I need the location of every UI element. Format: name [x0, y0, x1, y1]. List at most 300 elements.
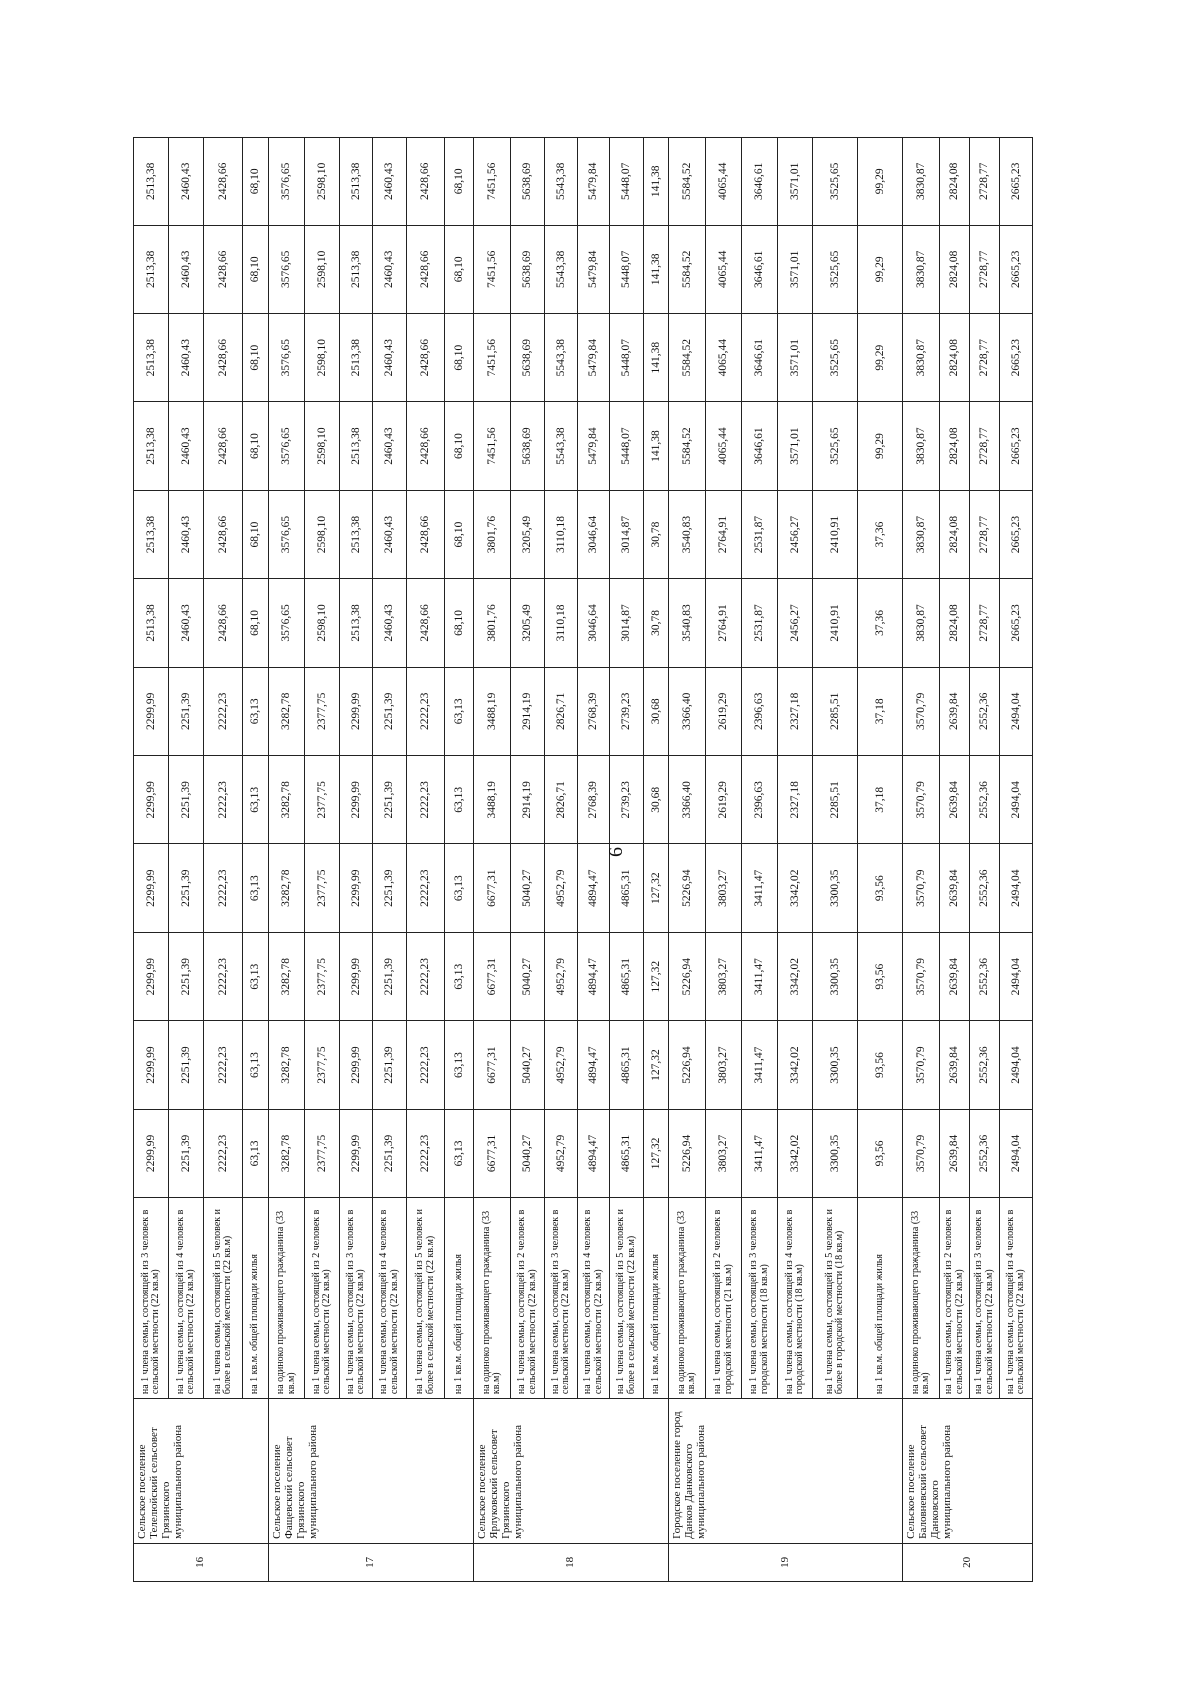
category-label: на 1 члена семьи, состоящей из 3 человек в сельской местности (22 кв.м) [545, 1198, 578, 1399]
value-cell: 2665,23 [1000, 138, 1033, 226]
value-cell: 3282,78 [269, 1109, 305, 1197]
value-cell: 4065,44 [706, 313, 742, 401]
value-cell: 3282,78 [269, 667, 305, 755]
value-cell: 3570,79 [903, 667, 940, 755]
value-cell: 2460,43 [373, 490, 407, 578]
table-row [243, 138, 269, 1582]
value-cell: 93,56 [858, 932, 903, 1020]
value-cell: 3830,87 [903, 579, 940, 667]
value-cell: 4952,79 [545, 1021, 578, 1109]
row-number: 18 [474, 1543, 669, 1581]
value-cell: 2824,08 [940, 490, 970, 578]
value-cell: 2598,10 [305, 138, 340, 226]
value-cell: 3411,47 [742, 1021, 778, 1109]
value-cell: 2377,75 [305, 1021, 340, 1109]
value-cell: 2598,10 [305, 225, 340, 313]
category-label: на 1 члена семьи, состоящей из 5 человек и более в городской местности (18 кв.м) [813, 1198, 858, 1399]
value-cell: 4065,44 [706, 225, 742, 313]
value-cell: 63,13 [243, 932, 269, 1020]
value-cell: 2619,29 [706, 756, 742, 844]
table-row [813, 138, 858, 1582]
value-cell: 2428,66 [407, 490, 445, 578]
value-cell: 3366,40 [669, 756, 706, 844]
value-cell: 4894,47 [578, 1021, 610, 1109]
table-row [407, 138, 445, 1582]
value-cell: 63,13 [445, 756, 474, 844]
value-cell: 5638,69 [511, 402, 545, 490]
value-cell: 2639,84 [940, 1021, 970, 1109]
settlement-name: Сельское поселение Фащевский сельсовет Грязинского муниципального района [269, 1399, 474, 1544]
value-cell: 2428,66 [407, 402, 445, 490]
value-cell: 99,29 [858, 402, 903, 490]
value-cell: 2552,36 [970, 1021, 1000, 1109]
value-cell: 3411,47 [742, 1109, 778, 1197]
value-cell: 3342,02 [778, 1021, 813, 1109]
value-cell: 5543,38 [545, 225, 578, 313]
category-label: на 1 члена семьи, состоящей из 2 человек в городской местности (21 кв.м) [706, 1198, 742, 1399]
value-cell: 2494,04 [1000, 932, 1033, 1020]
value-cell: 2285,51 [813, 667, 858, 755]
value-cell: 5584,52 [669, 402, 706, 490]
value-cell: 3046,64 [578, 490, 610, 578]
value-cell: 63,13 [445, 667, 474, 755]
value-cell: 7451,56 [474, 313, 511, 401]
value-cell: 3282,78 [269, 932, 305, 1020]
value-cell: 2251,39 [169, 1109, 204, 1197]
value-cell: 2251,39 [373, 756, 407, 844]
value-cell: 2598,10 [305, 402, 340, 490]
value-cell: 2728,77 [970, 579, 1000, 667]
value-cell: 2460,43 [169, 579, 204, 667]
value-cell: 3576,65 [269, 490, 305, 578]
value-cell: 2768,39 [578, 756, 610, 844]
value-cell: 3830,87 [903, 402, 940, 490]
value-cell: 2739,23 [610, 667, 644, 755]
value-cell: 63,13 [243, 1021, 269, 1109]
value-cell: 68,10 [243, 313, 269, 401]
value-cell: 4865,31 [610, 1109, 644, 1197]
value-cell: 68,10 [445, 579, 474, 667]
settlement-name: Сельское поселение Баловневский сельсовет Данковского муниципального района [903, 1399, 1033, 1544]
value-cell: 2396,63 [742, 756, 778, 844]
category-label: на 1 члена семьи, состоящей из 5 человек и более в сельской местности (22 кв.м) [204, 1198, 243, 1399]
value-cell: 2460,43 [169, 225, 204, 313]
value-cell: 63,13 [445, 1109, 474, 1197]
value-cell: 3488,19 [474, 756, 511, 844]
value-cell: 2460,43 [373, 313, 407, 401]
settlement-name: Сельское поселение Ярлуковский сельсовет Грязинского муниципального района [474, 1399, 669, 1544]
value-cell: 141,38 [644, 402, 669, 490]
value-cell: 3570,79 [903, 844, 940, 932]
value-cell: 7451,56 [474, 225, 511, 313]
value-cell: 2619,29 [706, 667, 742, 755]
value-cell: 2513,38 [134, 402, 169, 490]
value-cell: 4894,47 [578, 844, 610, 932]
value-cell: 3576,65 [269, 579, 305, 667]
value-cell: 4865,31 [610, 1021, 644, 1109]
value-cell: 5638,69 [511, 225, 545, 313]
row-number: 20 [903, 1543, 1033, 1581]
rates-table [133, 137, 1033, 1582]
value-cell: 5584,52 [669, 138, 706, 226]
value-cell: 2531,87 [742, 579, 778, 667]
value-cell: 2428,66 [407, 225, 445, 313]
value-cell: 3342,02 [778, 844, 813, 932]
value-cell: 2513,38 [340, 225, 373, 313]
value-cell: 2665,23 [1000, 402, 1033, 490]
value-cell: 2428,66 [204, 225, 243, 313]
value-cell: 5584,52 [669, 225, 706, 313]
value-cell: 3570,79 [903, 1021, 940, 1109]
category-label: на 1 члена семьи, состоящей из 3 человек в сельской местности (22 кв.м) [134, 1198, 169, 1399]
category-label: на 1 члена семьи, состоящей из 3 человек в городской местности (18 кв.м) [742, 1198, 778, 1399]
value-cell: 2251,39 [373, 844, 407, 932]
value-cell: 68,10 [445, 313, 474, 401]
value-cell: 2377,75 [305, 667, 340, 755]
value-cell: 2299,99 [134, 756, 169, 844]
value-cell: 63,13 [445, 1021, 474, 1109]
value-cell: 2410,91 [813, 579, 858, 667]
category-label: на 1 кв.м. общей площади жилья [243, 1198, 269, 1399]
value-cell: 2639,84 [940, 1109, 970, 1197]
value-cell: 2299,99 [340, 1021, 373, 1109]
value-cell: 2824,08 [940, 313, 970, 401]
value-cell: 2222,23 [407, 756, 445, 844]
value-cell: 63,13 [243, 844, 269, 932]
table-row [169, 138, 204, 1582]
value-cell: 2460,43 [373, 579, 407, 667]
value-cell: 2327,18 [778, 667, 813, 755]
value-cell: 2826,71 [545, 756, 578, 844]
value-cell: 2665,23 [1000, 490, 1033, 578]
table-row [706, 138, 742, 1582]
value-cell: 2824,08 [940, 138, 970, 226]
value-cell: 3014,87 [610, 579, 644, 667]
value-cell: 4065,44 [706, 138, 742, 226]
value-cell: 2299,99 [134, 932, 169, 1020]
value-cell: 4065,44 [706, 402, 742, 490]
row-number: 16 [134, 1543, 269, 1581]
value-cell: 68,10 [243, 579, 269, 667]
category-label: на 1 члена семьи, состоящей из 4 человек в сельской местности (22 кв.м) [578, 1198, 610, 1399]
value-cell: 141,38 [644, 138, 669, 226]
value-cell: 2428,66 [204, 579, 243, 667]
page-number: 6 [605, 847, 627, 857]
value-cell: 37,36 [858, 490, 903, 578]
value-cell: 2552,36 [970, 932, 1000, 1020]
value-cell: 3342,02 [778, 932, 813, 1020]
value-cell: 7451,56 [474, 402, 511, 490]
value-cell: 2428,66 [204, 402, 243, 490]
table-row [669, 138, 706, 1582]
value-cell: 2285,51 [813, 756, 858, 844]
value-cell: 2513,38 [340, 490, 373, 578]
value-cell: 3525,65 [813, 225, 858, 313]
row-number: 17 [269, 1543, 474, 1581]
value-cell: 2396,63 [742, 667, 778, 755]
value-cell: 3830,87 [903, 138, 940, 226]
value-cell: 3282,78 [269, 756, 305, 844]
value-cell: 3830,87 [903, 313, 940, 401]
value-cell: 2299,99 [340, 844, 373, 932]
value-cell: 2428,66 [204, 138, 243, 226]
settlement-name: Городское поселение город Данков Данковского муниципального района [669, 1399, 903, 1544]
value-cell: 2456,27 [778, 579, 813, 667]
value-cell: 3803,27 [706, 1109, 742, 1197]
value-cell: 2665,23 [1000, 225, 1033, 313]
value-cell: 2251,39 [169, 932, 204, 1020]
value-cell: 2728,77 [970, 225, 1000, 313]
value-cell: 37,36 [858, 579, 903, 667]
value-cell: 2494,04 [1000, 844, 1033, 932]
value-cell: 2552,36 [970, 756, 1000, 844]
table-row [269, 138, 305, 1582]
value-cell: 127,32 [644, 932, 669, 1020]
value-cell: 2513,38 [134, 579, 169, 667]
value-cell: 37,18 [858, 756, 903, 844]
value-cell: 2665,23 [1000, 579, 1033, 667]
value-cell: 2494,04 [1000, 756, 1033, 844]
value-cell: 2824,08 [940, 402, 970, 490]
value-cell: 3801,76 [474, 579, 511, 667]
value-cell: 2764,91 [706, 490, 742, 578]
value-cell: 5479,84 [578, 313, 610, 401]
value-cell: 2513,38 [340, 313, 373, 401]
value-cell: 5226,94 [669, 1021, 706, 1109]
value-cell: 2639,84 [940, 756, 970, 844]
value-cell: 2494,04 [1000, 1021, 1033, 1109]
value-cell: 68,10 [243, 225, 269, 313]
value-cell: 3300,35 [813, 1109, 858, 1197]
value-cell: 3571,01 [778, 225, 813, 313]
value-cell: 3801,76 [474, 490, 511, 578]
value-cell: 68,10 [445, 225, 474, 313]
category-label: на 1 члена семьи, состоящей из 3 человек в сельской местности (22 кв.м) [340, 1198, 373, 1399]
value-cell: 2299,99 [134, 844, 169, 932]
category-label: на 1 члена семьи, состоящей из 4 человек в сельской местности (22 кв.м) [169, 1198, 204, 1399]
value-cell: 4865,31 [610, 932, 644, 1020]
value-cell: 3571,01 [778, 313, 813, 401]
value-cell: 2552,36 [970, 844, 1000, 932]
value-cell: 2764,91 [706, 579, 742, 667]
value-cell: 4865,31 [610, 844, 644, 932]
value-cell: 2531,87 [742, 490, 778, 578]
value-cell: 5448,07 [610, 313, 644, 401]
value-cell: 2222,23 [204, 756, 243, 844]
value-cell: 2222,23 [204, 1021, 243, 1109]
value-cell: 3205,49 [511, 579, 545, 667]
value-cell: 2598,10 [305, 313, 340, 401]
value-cell: 2513,38 [134, 313, 169, 401]
value-cell: 2768,39 [578, 667, 610, 755]
value-cell: 2552,36 [970, 667, 1000, 755]
category-label: на 1 члена семьи, состоящей из 2 человек в сельской местности (22 кв.м) [940, 1198, 970, 1399]
value-cell: 2428,66 [204, 490, 243, 578]
value-cell: 2410,91 [813, 490, 858, 578]
value-cell: 68,10 [445, 402, 474, 490]
value-cell: 5448,07 [610, 402, 644, 490]
table-row [610, 138, 644, 1582]
value-cell: 4952,79 [545, 932, 578, 1020]
category-label: на 1 члена семьи, состоящей из 4 человек в городской местности (18 кв.м) [778, 1198, 813, 1399]
value-cell: 3571,01 [778, 402, 813, 490]
value-cell: 2299,99 [134, 1109, 169, 1197]
value-cell: 3282,78 [269, 1021, 305, 1109]
value-cell: 63,13 [445, 932, 474, 1020]
value-cell: 5479,84 [578, 402, 610, 490]
category-label: на одиноко проживающего гражданина (33 кв.м) [669, 1198, 706, 1399]
value-cell: 2665,23 [1000, 313, 1033, 401]
value-cell: 3046,64 [578, 579, 610, 667]
value-cell: 6677,31 [474, 932, 511, 1020]
category-label: на одиноко проживающего гражданина (33 кв.м) [269, 1198, 305, 1399]
value-cell: 2513,38 [134, 138, 169, 226]
table-body [134, 138, 1033, 1582]
value-cell: 3366,40 [669, 667, 706, 755]
table-row [903, 138, 940, 1582]
value-cell: 2639,84 [940, 932, 970, 1020]
value-cell: 2377,75 [305, 1109, 340, 1197]
value-cell: 5226,94 [669, 844, 706, 932]
value-cell: 2513,38 [340, 579, 373, 667]
value-cell: 3576,65 [269, 225, 305, 313]
settlement-name: Сельское поселение Телелюйский сельсовет Грязинского муниципального района [134, 1399, 269, 1544]
value-cell: 127,32 [644, 1021, 669, 1109]
value-cell: 3576,65 [269, 138, 305, 226]
value-cell: 2428,66 [407, 579, 445, 667]
table-row [940, 138, 970, 1582]
value-cell: 6677,31 [474, 1021, 511, 1109]
value-cell: 3525,65 [813, 402, 858, 490]
value-cell: 4894,47 [578, 1109, 610, 1197]
category-label: на 1 кв.м. общей площади жилья [445, 1198, 474, 1399]
value-cell: 5040,27 [511, 932, 545, 1020]
value-cell: 2460,43 [169, 402, 204, 490]
value-cell: 3411,47 [742, 932, 778, 1020]
value-cell: 5040,27 [511, 844, 545, 932]
value-cell: 2251,39 [373, 932, 407, 1020]
value-cell: 2728,77 [970, 490, 1000, 578]
value-cell: 2598,10 [305, 579, 340, 667]
value-cell: 3411,47 [742, 844, 778, 932]
value-cell: 5479,84 [578, 225, 610, 313]
value-cell: 2327,18 [778, 756, 813, 844]
table-row [578, 138, 610, 1582]
value-cell: 2494,04 [1000, 1109, 1033, 1197]
value-cell: 68,10 [445, 138, 474, 226]
value-cell: 3576,65 [269, 313, 305, 401]
value-cell: 2824,08 [940, 225, 970, 313]
value-cell: 5543,38 [545, 313, 578, 401]
value-cell: 2460,43 [169, 490, 204, 578]
value-cell: 3571,01 [778, 138, 813, 226]
value-cell: 2460,43 [373, 138, 407, 226]
value-cell: 2598,10 [305, 490, 340, 578]
value-cell: 141,38 [644, 313, 669, 401]
value-cell: 3803,27 [706, 932, 742, 1020]
value-cell: 5040,27 [511, 1109, 545, 1197]
value-cell: 2824,08 [940, 579, 970, 667]
value-cell: 5543,38 [545, 402, 578, 490]
value-cell: 5638,69 [511, 313, 545, 401]
value-cell: 2222,23 [407, 1021, 445, 1109]
value-cell: 99,29 [858, 138, 903, 226]
value-cell: 2728,77 [970, 402, 1000, 490]
value-cell: 5040,27 [511, 1021, 545, 1109]
value-cell: 2728,77 [970, 138, 1000, 226]
value-cell: 5226,94 [669, 932, 706, 1020]
value-cell: 5448,07 [610, 138, 644, 226]
value-cell: 30,68 [644, 667, 669, 755]
table-row [340, 138, 373, 1582]
category-label: на 1 члена семьи, состоящей из 4 человек в сельской местности (22 кв.м) [373, 1198, 407, 1399]
value-cell: 2428,66 [204, 313, 243, 401]
value-cell: 3570,79 [903, 1109, 940, 1197]
value-cell: 4894,47 [578, 932, 610, 1020]
value-cell: 2251,39 [169, 844, 204, 932]
value-cell: 30,68 [644, 756, 669, 844]
table-row [778, 138, 813, 1582]
value-cell: 2299,99 [340, 932, 373, 1020]
value-cell: 93,56 [858, 1021, 903, 1109]
value-cell: 30,78 [644, 490, 669, 578]
value-cell: 3646,61 [742, 313, 778, 401]
value-cell: 2222,23 [407, 932, 445, 1020]
value-cell: 2552,36 [970, 1109, 1000, 1197]
value-cell: 3110,18 [545, 579, 578, 667]
value-cell: 2299,99 [134, 1021, 169, 1109]
value-cell: 2639,84 [940, 844, 970, 932]
value-cell: 5638,69 [511, 138, 545, 226]
value-cell: 2251,39 [373, 1109, 407, 1197]
value-cell: 4952,79 [545, 1109, 578, 1197]
category-label: на 1 кв.м. общей площади жилья [858, 1198, 903, 1399]
value-cell: 3830,87 [903, 225, 940, 313]
value-cell: 2460,43 [373, 402, 407, 490]
value-cell: 30,78 [644, 579, 669, 667]
value-cell: 2299,99 [340, 667, 373, 755]
value-cell: 2299,99 [134, 667, 169, 755]
value-cell: 127,32 [644, 1109, 669, 1197]
value-cell: 63,13 [243, 1109, 269, 1197]
value-cell: 5226,94 [669, 1109, 706, 1197]
table-row [474, 138, 511, 1582]
value-cell: 2728,77 [970, 313, 1000, 401]
table-row [742, 138, 778, 1582]
value-cell: 2222,23 [204, 667, 243, 755]
value-cell: 2460,43 [169, 313, 204, 401]
value-cell: 3205,49 [511, 490, 545, 578]
value-cell: 3646,61 [742, 225, 778, 313]
value-cell: 7451,56 [474, 138, 511, 226]
table-row [858, 138, 903, 1582]
value-cell: 5448,07 [610, 225, 644, 313]
value-cell: 3570,79 [903, 932, 940, 1020]
table-row [204, 138, 243, 1582]
value-cell: 2299,99 [340, 1109, 373, 1197]
value-cell: 141,38 [644, 225, 669, 313]
value-cell: 63,13 [243, 756, 269, 844]
value-cell: 3570,79 [903, 756, 940, 844]
value-cell: 2428,66 [407, 313, 445, 401]
value-cell: 2222,23 [204, 1109, 243, 1197]
value-cell: 3646,61 [742, 402, 778, 490]
value-cell: 2251,39 [169, 756, 204, 844]
value-cell: 2639,84 [940, 667, 970, 755]
value-cell: 2377,75 [305, 932, 340, 1020]
value-cell: 2456,27 [778, 490, 813, 578]
value-cell: 2222,23 [204, 932, 243, 1020]
